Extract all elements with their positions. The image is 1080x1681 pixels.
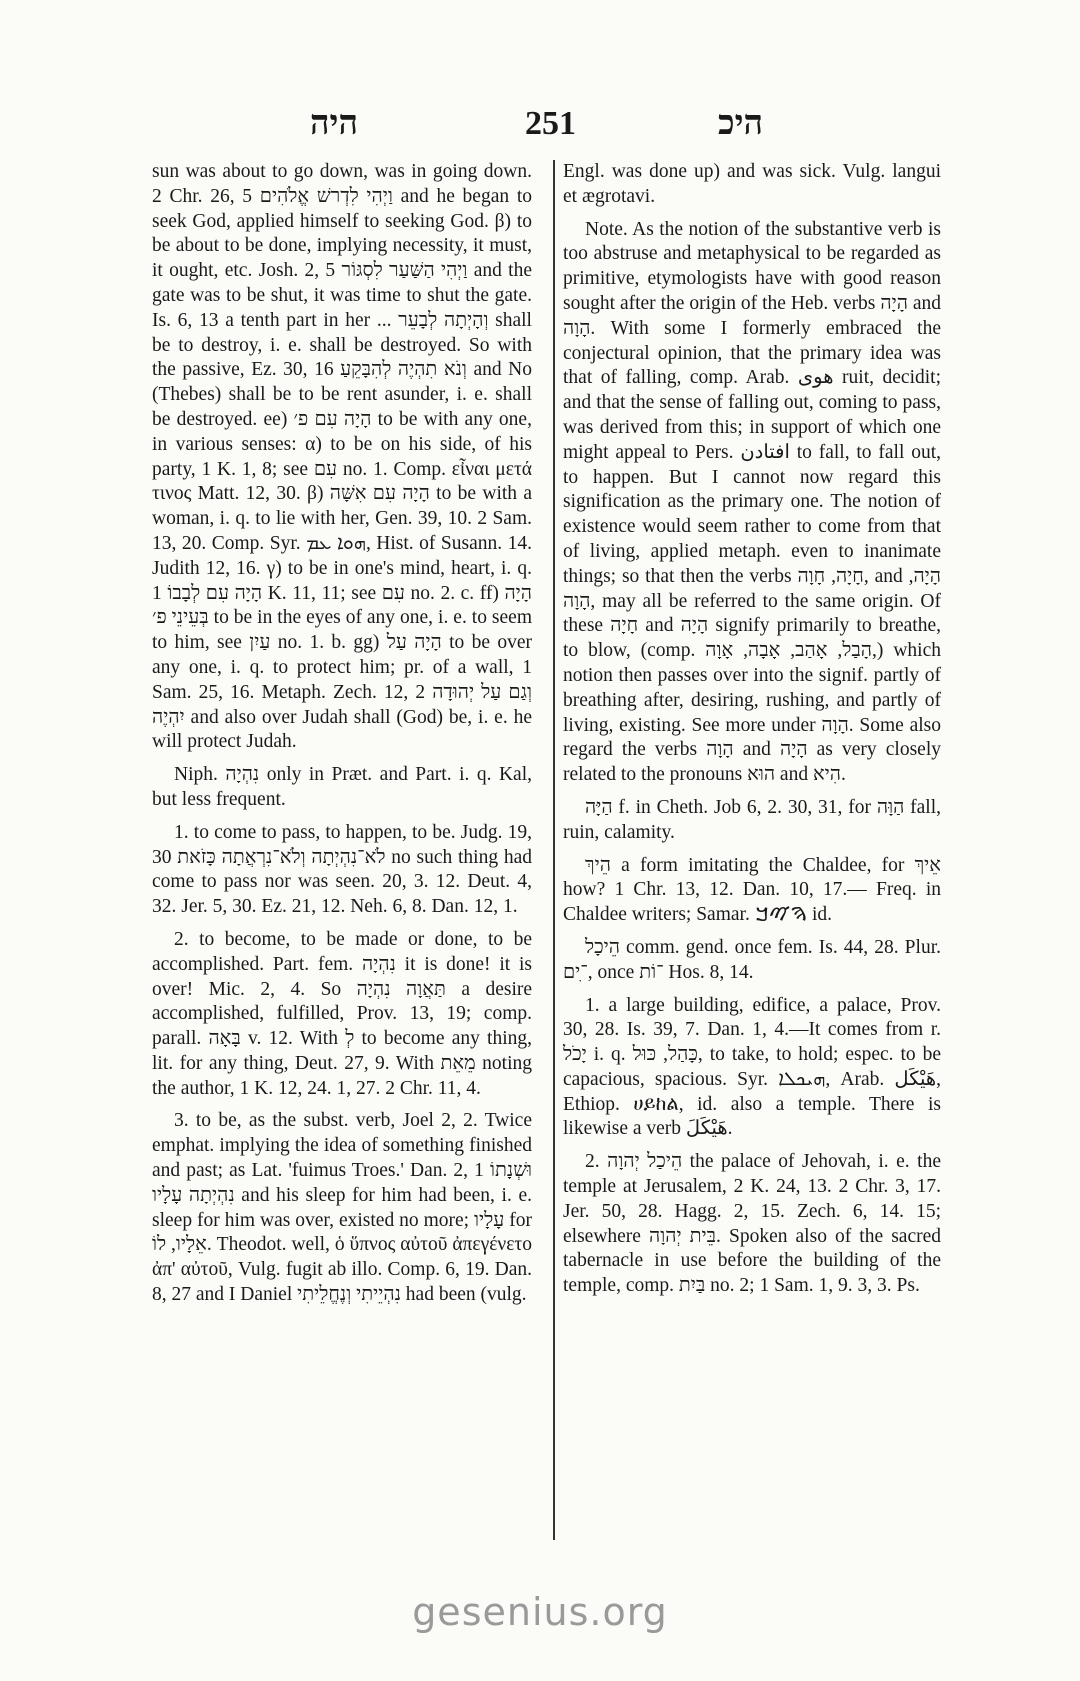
entry: הַיָּה f. in Cheth. Job 6, 2. 30, 31, for הַוָּה fall, ruin, calamity. <box>563 796 941 843</box>
right-column <box>563 160 941 1307</box>
paragraph: 2. to become, to be made or done, to be accomplished. Part. fem. נִהְיָה it is done! it is over! Mic. 2, 4. So תַּאֲוָה נִהְיָה a desire accomplished, fulfilled, Prov. 13, 19; comp. parall. בָּאָה v. 12. With לְ to become any thing, lit. for any thing, Deut. 27, 9. With מֵאֵת noting the author, 1 K. 12, 24. 1, 27. 2 Chr. 11, 4. <box>152 928 533 1099</box>
paragraph: Engl. was done up) and was sick. Vulg. langui et ægrotavi. <box>563 161 941 207</box>
paragraph: sun was about to go down, was in going down. 2 Chr. 26, 5 וַיְהִי לִדְרשׁ אֱלֹהִים and he began to seek God, applied himself to seeking God. β) to be about to be done, implying necessity, it must, it ought, etc. Josh. 2, 5 וַיְהִי הַשַּׁעַר לִסְגּוֹר and the gate was to be shut, it was time to shut the gate. Is. 6, 13 a tenth part in her ... וְהָיְתָה לְבָעֵר shall be to destroy, i. e. shall be destroyed. So with the passive, Ez. 30, 16 וְנֹא תִהְיֶה לְהִבָּקֵעַ and No (Thebes) shall be to be rent asunder, i. e. shall be destroyed. ee) הָיָה עִם פ׳ to be with any one, in various senses: α) to be on his side, of his party, 1 K. 1, 8; see עִם no. 1. Comp. εἶναι μετά τινος Matt. 12, 30. β) הָיָה עִם אִשָּׁה to be with a woman, i. q. to lie with her, Gen. 39, 10. 2 Sam. 13, 20. Comp. Syr. ܗܘܐ ܥܡ, Hist. of Susann. 14. Judith 12, 16. γ) to be in one's mind, heart, i. q. הָיָה עִם לְבָבוֹ 1 K. 11, 11; see עִם no. 2. c. ff) הָיָה בְּעֵינֵי פ׳ to be in the eyes of any one, i. e. to seem to him, see עַיִן no. 1. b. gg) הָיָה עַל to be over any one, i. q. to protect him; pr. of a wall, 1 Sam. 25, 16. Metaph. Zech. 12, 2 וְגַם עַל יְהוּדָה יִהְיֶה and also over Judah shall (God) be, i. e. he will protect Judah. <box>152 161 533 753</box>
entry: הֵיךְ a form imitating the Chaldee, for אֵיךְ how? 1 Chr. 13, 12. Dan. 10, 17.— Freq. in Chaldee writers; Samar. ࠄࠉࠊ id. <box>563 854 941 926</box>
running-head-left: היה <box>310 105 359 142</box>
entry: הֵיכָל comm. gend. once fem. Is. 44, 28. Plur. ־ִים, once ־וֹת Hos. 8, 14. <box>563 936 941 983</box>
running-head-right: היכ <box>718 105 764 142</box>
page-number: 251 <box>525 105 576 142</box>
paragraph: 1. a large building, edifice, a palace, Prov. 30, 28. Is. 39, 7. Dan. 1, 4.—It comes from r. יָכֹל i. q. כָּהַל, כּוּל, to take, to hold; espec. to be capacious, spacious. Syr. ܗܝܟܠܐ, Arab. هَيْكَل, Ethiop. ሀይከል, id. also a temple. There is likewise a verb هَيْكَلَ. <box>563 994 942 1140</box>
site-watermark: gesenius.org <box>412 1590 668 1634</box>
paragraph: Note. As the notion of the substantive verb is too abstruse and metaphysical to be regarded as primitive, etymologists have with good reason sought after the origin of the Heb. verbs הָיָה and הָוָה. With some I formerly embraced the conjectural opinion, that the primary idea was that of falling, comp. Arab. هوى ruit, decidit; and that the sense of falling out, coming to pass, was derived from this; in support of which one might appeal to Pers. افتادن to fall, to fall out, to happen. But I cannot now regard this signification as the primary one. The notion of existence would seem rather to come from that of living, applied metaph. even to inanimate things; so that then the verbs חָיָה, חָוָה, and הָיָה, הָוָה, may all be referred to the same origin. Of these חָיָה and הָיָה signify primarily to breathe, to blow, (comp. הָבַל, אָהַב, אָבָה, אָוָה,) which notion then passes over into the signif. partly of breathing after, desiring, rushing, and partly of living, existing. See more under הָוָה. Some also regard the verbs הָוָה and הָיָה as very closely related to the pronouns הוּא and הִיא. <box>563 218 942 786</box>
left-column <box>152 160 532 1316</box>
paragraph: 1. to come to pass, to happen, to be. Judg. 19, 30 לֹא־נִהְיְתָה וְלֹא־נִרְאֲתָה כָּזֹאת no such thing had come to pass nor was seen. 20, 3. 12. Deut. 4, 32. Jer. 5, 30. Ez. 21, 12. Neh. 6, 8. Dan. 12, 1. <box>152 821 533 918</box>
paragraph: 3. to be, as the subst. verb, Joel 2, 2. Twice emphat. implying the idea of something finished and past; as Lat. 'fuimus Troes.' Dan. 2, 1 וּשְׁנָתוֹ נִהְיְתָה עָלָיו and his sleep for him had been, i. e. sleep for him was over, existed no more; עָלָיו for אֵלָיו, לוֹ. Theodot. well, ὁ ὕπνος αὐτοῦ ἀπεγένετο ἀπ' αὐτοῦ, Vulg. fugit ab illo. Comp. 6, 19. Dan. 8, 27 and I Daniel נִהְיֵיתִי וְנֶחֱלֵיתִי had been (vulg. <box>152 1110 532 1306</box>
paragraph: 2. הֵיכַל יְהוָה the palace of Jehovah, i. e. the temple at Jerusalem, 2 K. 24, 13. 2 Chr. 3, 17. Jer. 50, 28. Hagg. 2, 15. Zech. 6, 14. 15; elsewhere בֵּית יְהוָה. Spoken also of the sacred tabernacle in use before the building of the temple, comp. בַּיִת no. 2; 1 Sam. 1, 9. 3, 3. Ps. <box>563 1151 941 1297</box>
paragraph: Niph. נִהְיָה only in Præt. and Part. i. q. Kal, but less frequent. <box>152 764 532 810</box>
column-divider <box>553 160 555 1540</box>
